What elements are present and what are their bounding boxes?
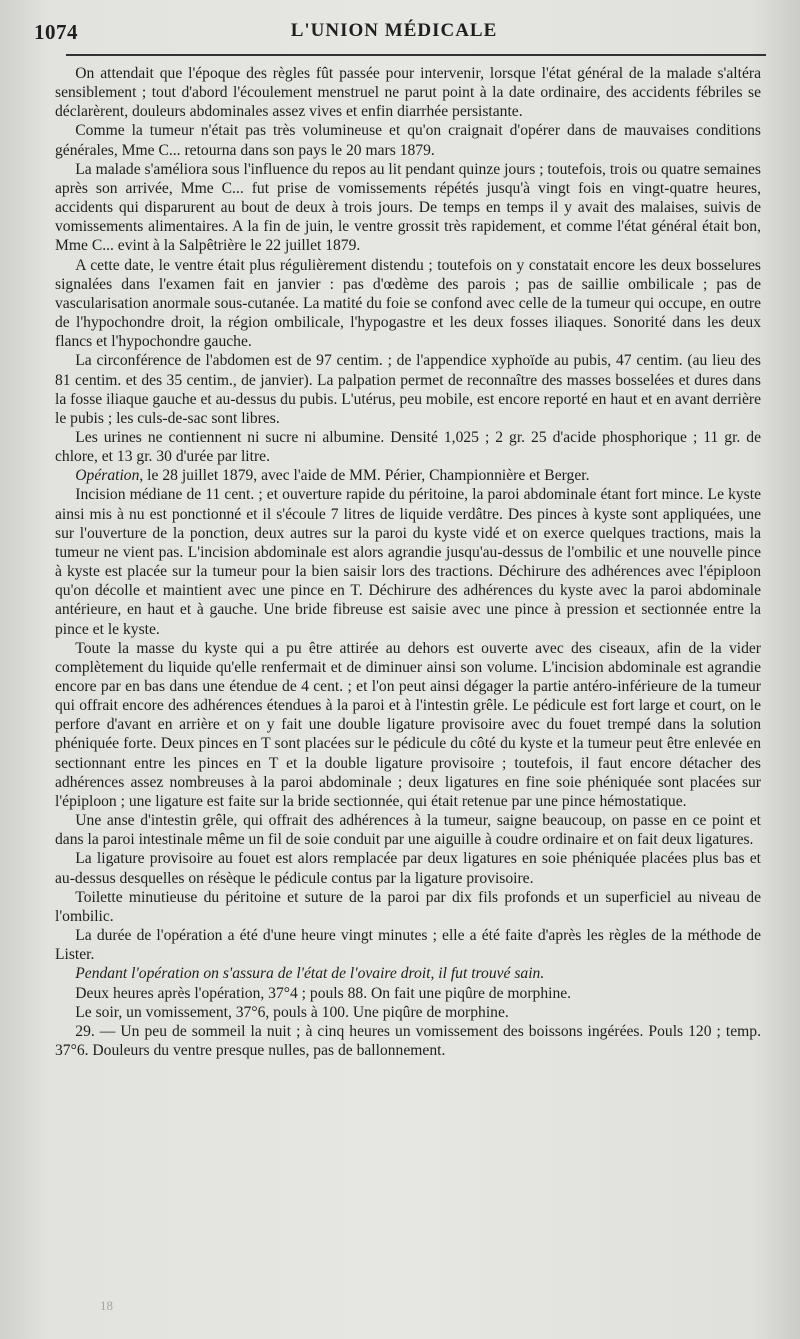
header-rule <box>66 54 766 56</box>
paragraph: La durée de l'opération a été d'une heure vingt minutes ; elle a été faite d'après les règles de la méthode de Lister. <box>55 927 761 964</box>
paragraph: Incision médiane de 11 cent. ; et ouverture rapide du péritoine, la paroi abdominale étant fort mince. Le kyste ainsi mis à nu est ponctionné et il s'écoule 7 litres de liquide verdâtre. Des pinces à kyste sont appliquées, une sur l'ouverture de la ponction, deux autres sur la paroi du kyste vidé et on exerce quelques tractions, mais la tumeur ne vient pas. L'incision abdominale est alors agrandie jusqu'au-dessus de l'ombilic et une nouvelle pince à kyste est placée sur la tumeur pour la bien saisir lors des tractions. Déchirure des adhérences avec l'épiploon qu'on décolle et maintient avec une pince en T. Déchirure des adhérences du kyste avec la paroi abdominale antérieure, en haut et à gauche. Une bride fibreuse est saisie avec une pince à pression et sectionnée entre la pince et le kyste. <box>55 486 761 638</box>
article-body <box>55 64 761 1060</box>
paragraph: 29. — Un peu de sommeil la nuit ; à cinq heures un vomissement des boissons ingérées. Pouls 120 ; temp. 37°6. Douleurs du ventre presque nulles, pas de ballonnement. <box>55 1022 761 1059</box>
paragraph: Toute la masse du kyste qui a pu être attirée au dehors est ouverte avec des ciseaux, afin de la vider complètement du liquide qu'elle renfermait et de diminuer ainsi son volume. L'incision abdominale est agrandie encore par en bas dans une étendue de 4 cent. ; et l'on peut ainsi dégager la partie antéro-inférieure de la tumeur qui offrait encore des adhérences étendues à la paroi et à l'intestin grêle. Le pédicule est fort large et court, on le perfore d'avant en arrière et on y fait une double ligature provisoire avec du fouet trempé dans la solution phéniquée forte. Deux pinces en T sont placées sur le pédicule du côté du kyste et la tumeur peut être enlevée en sectionnant entre les pinces en T et la double ligature provisoire ; toutefois, il faut encore détacher des adhérences assez nombreuses à la paroi abdominale ; deux ligatures en fine soie phéniquée sont placées sur l'épiploon ; une ligature est faite sur la bride sectionnée, qui était retenue par une pince hémostatique. <box>55 639 761 810</box>
paragraph: Comme la tumeur n'était pas très volumineuse et qu'on craignait d'opérer dans de mauvaises conditions générales, Mme C... retourna dans son pays le 20 mars 1879. <box>55 122 761 159</box>
paragraph: Toilette minutieuse du péritoine et suture de la paroi par dix fils profonds et un superficiel au niveau de l'ombilic. <box>55 888 761 925</box>
paragraph: La circonférence de l'abdomen est de 97 centim. ; de l'appendice xyphoïde au pubis, 47 centim. (au lieu des 81 centim. et des 35 centim., de janvier). La palpation permet de reconnaître des masses bosselées et dures dans la fosse iliaque gauche et au-dessus du pubis. L'utérus, peu mobile, est encore reporté en haut et en avant derrière le pubis ; les culs-de-sac sont libres. <box>55 352 761 427</box>
paragraph: Les urines ne contiennent ni sucre ni albumine. Densité 1,025 ; 2 gr. 25 d'acide phosphorique ; 11 gr. de chlore, et 13 gr. 30 d'urée par litre. <box>55 428 761 466</box>
italic-paragraph: Pendant l'opération on s'assura de l'état de l'ovaire droit, il fut trouvé sain. <box>75 965 545 983</box>
operation-heading: Opération, le 28 juillet 1879, avec l'aide de MM. Périer, Championnière et Berger. <box>75 467 590 485</box>
paragraph: Deux heures après l'opération, 37°4 ; pouls 88. On fait une piqûre de morphine. <box>75 984 572 1002</box>
paragraph: La ligature provisoire au fouet est alors remplacée par deux ligatures en soie phéniquée placées plus bas et au-dessus desquelles on résèque le pédicule contus par la ligature provisoire. <box>55 850 761 887</box>
running-title: L'UNION MÉDICALE <box>290 20 498 41</box>
paragraph: Une anse d'intestin grêle, qui offrait des adhérences à la tumeur, saigne beaucoup, on passe en ce point et dans la paroi intestinale même un fil de soie conduit par une aiguille à coudre ordinaire et on fait deux ligatures. <box>55 812 761 849</box>
page-number: 1074 <box>34 20 78 44</box>
paragraph: On attendait que l'époque des règles fût passée pour intervenir, lorsque l'état général de la malade s'altéra sensiblement ; tout d'abord l'écoulement menstruel ne parut point à la date ordinaire, des accidents fébriles se déclarèrent, douleurs abdominales assez vives et enfin diarrhée persistante. <box>55 65 761 121</box>
page-header <box>34 18 764 48</box>
paragraph: La malade s'améliora sous l'influence du repos au lit pendant quinze jours ; toutefois, trois ou quatre semaines après son arrivée, Mme C... fut prise de vomissements répétés jusqu'à vingt fois en vingt-quatre heures, accidents qui disparurent au bout de deux à trois jours. De temps en temps il y avait des malaises, suivis de vomissements alimentaires. A la fin de juin, le ventre grossit très rapidement, et comme l'état général était bon, Mme C... evint à la Salpêtrière le 22 juillet 1879. <box>55 160 761 255</box>
page-bottom-fragment: 18 <box>100 1298 113 1313</box>
paragraph: Le soir, un vomissement, 37°6, pouls à 100. Une piqûre de morphine. <box>75 1003 509 1021</box>
paragraph: A cette date, le ventre était plus régulièrement distendu ; toutefois on y constatait encore les deux bosselures signalées dans l'examen fait en janvier : pas d'œdème des parois ; pas de saillie ombilicale ; pas de vascularisation anormale sous-cutanée. La matité du foie se confond avec celle de la tumeur qui occupe, en outre de l'hypochondre droit, la région ombilicale, l'hypogastre et les deux fosses iliaques. Sonorité dans les deux flancs et l'hypochondre gauche. <box>55 256 761 351</box>
